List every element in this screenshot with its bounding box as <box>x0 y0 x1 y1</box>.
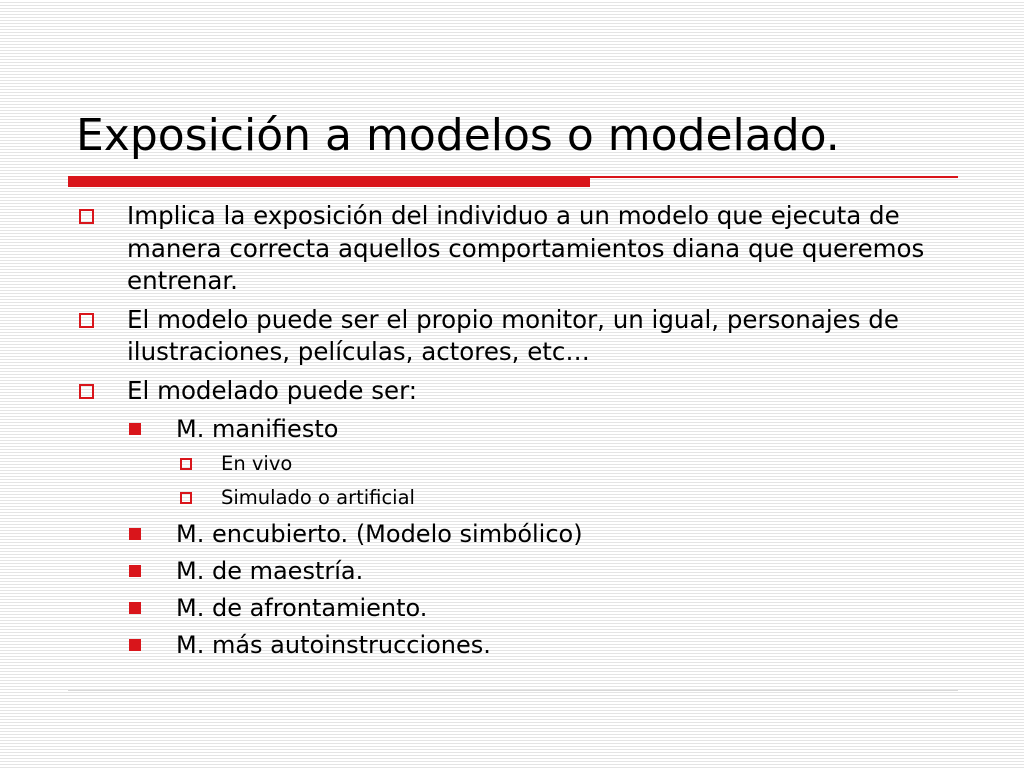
sub-sub-bullet-item <box>76 450 966 478</box>
hollow-square-bullet-icon <box>79 384 94 399</box>
sub-bullet-text: M. de maestría. <box>176 557 364 585</box>
sub-bullet-item <box>76 413 966 445</box>
sub-bullet-text: M. más autoinstrucciones. <box>176 631 491 659</box>
bullet-text: Implica la exposición del individuo a un modelo que ejecuta de manera correcta aquellos comportamientos diana que queremos entrenar. <box>127 201 925 295</box>
sub-bullet-text: M. encubierto. (Modelo simbólico) <box>176 520 583 548</box>
bullet-text: El modelado puede ser: <box>127 375 418 405</box>
sub-bullet-text: M. de afrontamiento. <box>176 594 428 622</box>
sub-bullet-item <box>76 592 966 624</box>
bullet-item <box>76 304 966 369</box>
hollow-square-bullet-icon <box>180 492 192 504</box>
footer-divider <box>68 690 958 691</box>
bullet-item <box>76 375 966 408</box>
bullet-list <box>76 200 966 666</box>
bullet-text: El modelo puede ser el propio monitor, un igual, personajes de ilustraciones, películas, actores, etc… <box>127 304 899 366</box>
sub-sub-bullet-text: Simulado o artificial <box>221 486 415 509</box>
hollow-square-bullet-icon <box>180 458 192 470</box>
filled-square-bullet-icon <box>129 602 141 614</box>
filled-square-bullet-icon <box>129 639 141 651</box>
bullet-item <box>76 200 966 298</box>
hollow-square-bullet-icon <box>79 209 94 224</box>
hollow-square-bullet-icon <box>79 313 94 328</box>
sub-bullet-text: M. manifiesto <box>176 415 339 443</box>
filled-square-bullet-icon <box>129 528 141 540</box>
slide-title: Exposición a modelos o modelado. <box>76 110 840 161</box>
sub-bullet-item <box>76 518 966 550</box>
filled-square-bullet-icon <box>129 565 141 577</box>
filled-square-bullet-icon <box>129 423 141 435</box>
title-underline-thick <box>68 176 590 187</box>
sub-bullet-item <box>76 629 966 661</box>
sub-sub-bullet-item <box>76 484 966 512</box>
title-underline-thin <box>590 176 958 178</box>
sub-bullet-item <box>76 555 966 587</box>
sub-sub-bullet-text: En vivo <box>221 452 293 475</box>
